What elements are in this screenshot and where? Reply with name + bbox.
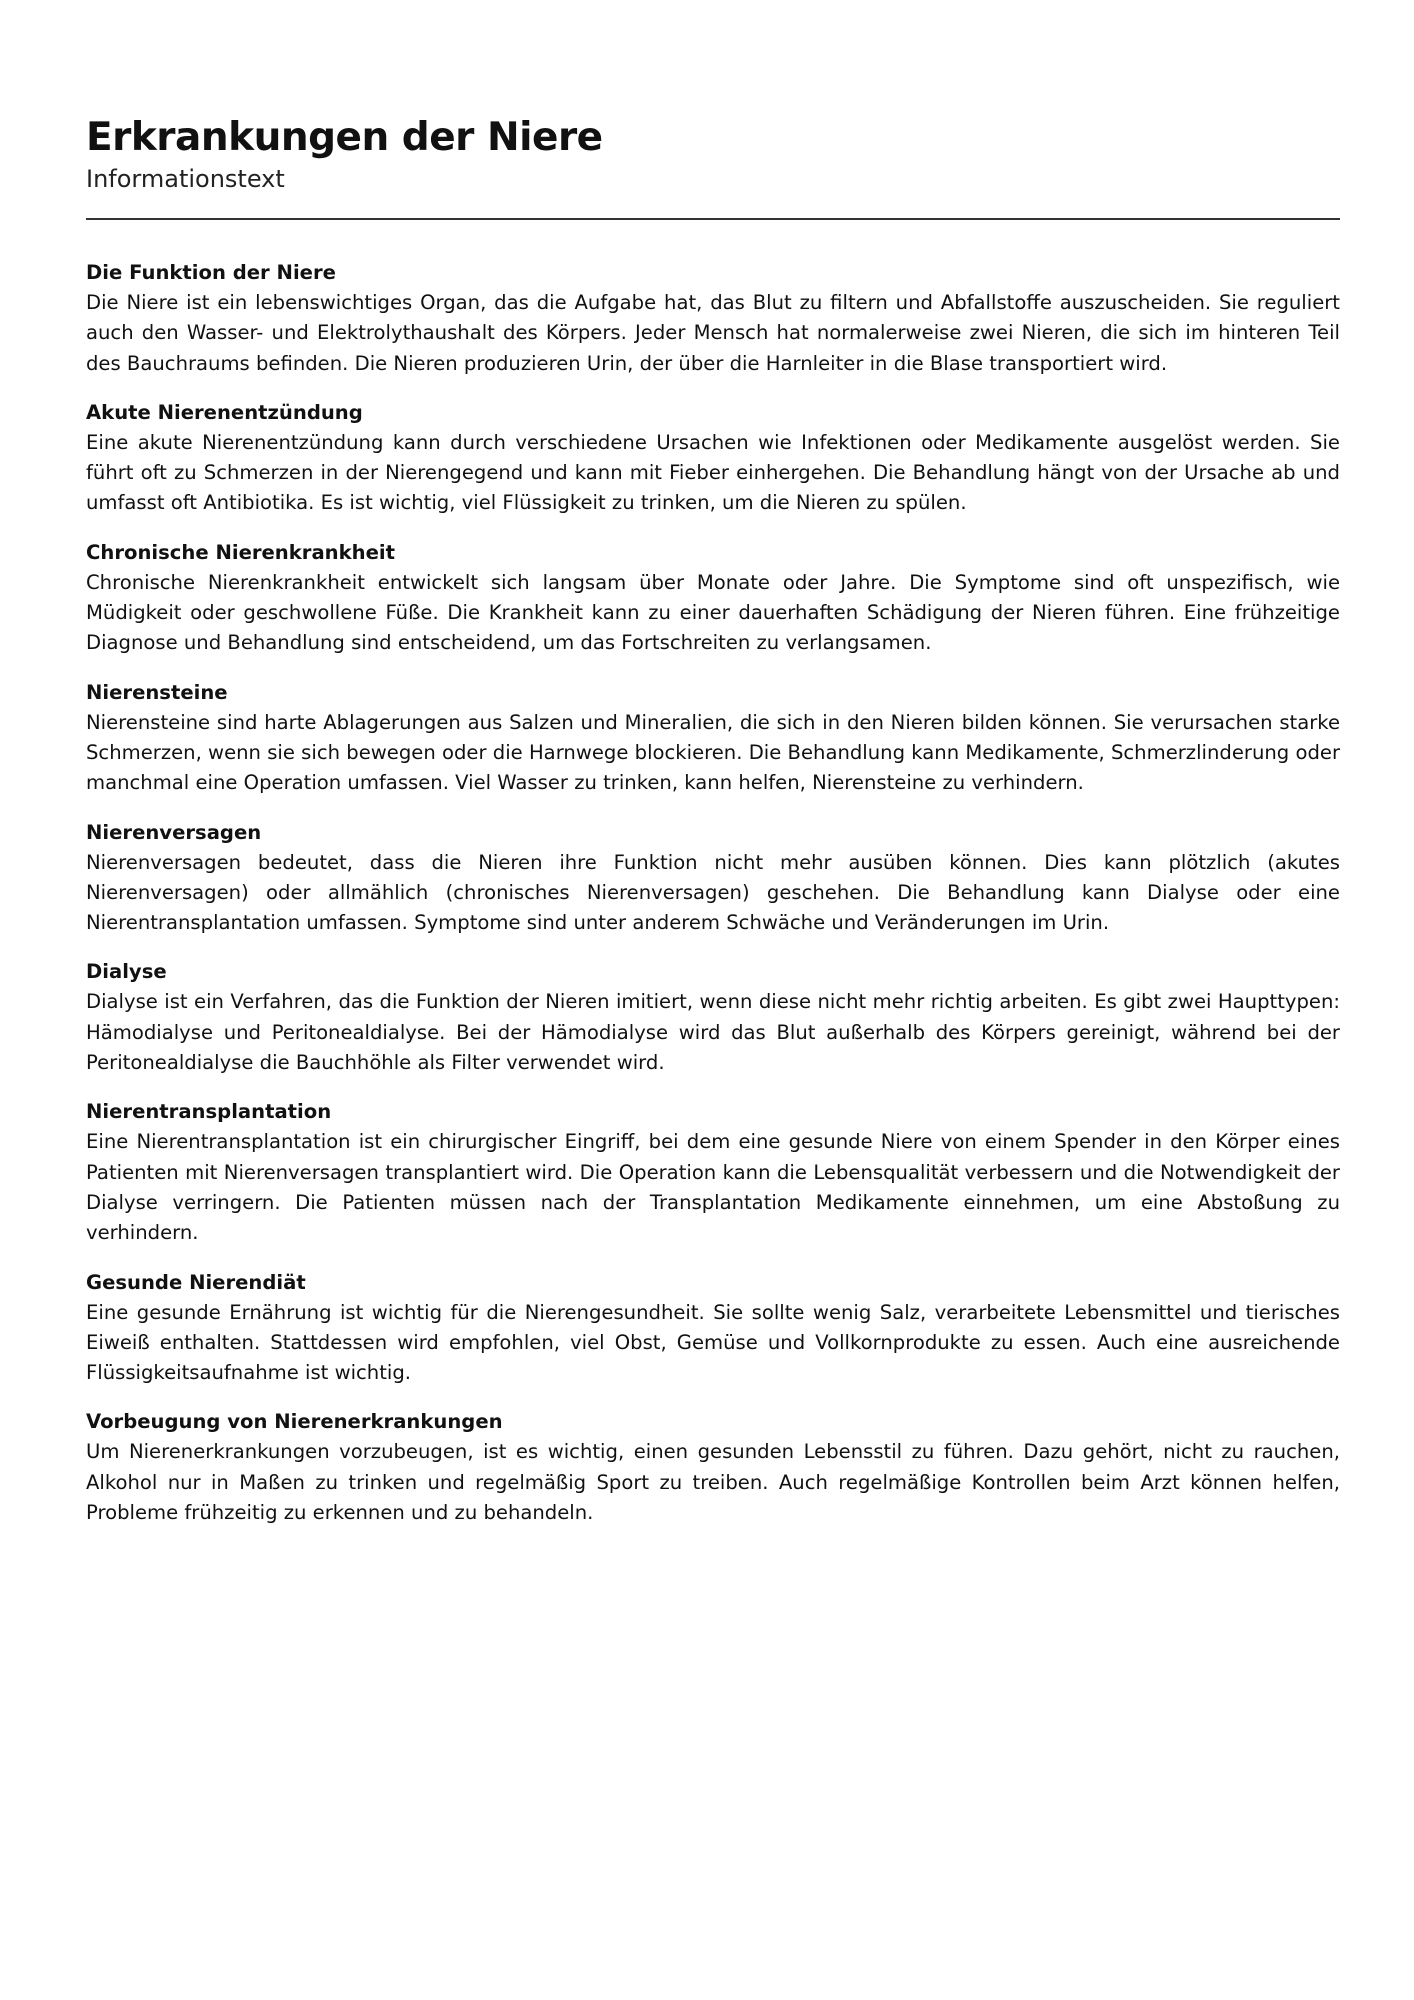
document-subtitle: Informationstext — [86, 165, 285, 193]
section-text: Nierenversagen bedeutet, dass die Nieren ihre Funktion nicht mehr ausüben können. Dies kann plötzlich (akutes Nierenversagen) oder allmählich (chronisches Nierenversagen) geschehen. Die Behandlung kann Dialyse oder eine Nierentransplantation umfassen. Symptome sind unter anderem Schwäche und Veränderungen im Urin. — [86, 850, 1340, 935]
section-text: Eine gesunde Ernährung ist wichtig für die Nierengesundheit. Sie sollte wenig Salz, verarbeitete Lebensmittel und tierisches Eiweiß enthalten. Stattdessen wird empfohlen, viel Obst, Gemüse und Vollkornprodukte zu essen. Auch eine ausreichende Flüssigkeitsaufnahme ist wichtig. — [86, 1300, 1340, 1385]
section-text: Eine akute Nierenentzündung kann durch verschiedene Ursachen wie Infektionen oder Medikamente ausgelöst werden. Sie führt oft zu Schmerzen in der Nierengegend und kann mit Fieber einhergehen. Die Behandlung hängt von der Ursache ab und umfasst oft Antibiotika. Es ist wichtig, viel Flüssigkeit zu trinken, um die Nieren zu spülen. — [86, 430, 1340, 515]
section-heading: Dialyse — [86, 960, 167, 984]
section-vorbeugung — [86, 1407, 1340, 1528]
section-text: Nierensteine sind harte Ablagerungen aus Salzen und Mineralien, die sich in den Nieren bilden können. Sie verursachen starke Schmerzen, wenn sie sich bewegen oder die Harnwege blockieren. Die Behandlung kann Medikamente, Schmerzlinderung oder manchmal eine Operation umfassen. Viel Wasser zu trinken, kann helfen, Nierensteine zu verhindern. — [86, 710, 1340, 795]
section-nierenversagen — [86, 818, 1340, 939]
section-text: Um Nierenerkrankungen vorzubeugen, ist es wichtig, einen gesunden Lebensstil zu führen. Dazu gehört, nicht zu rauchen, Alkohol nur in Maßen zu trinken und regelmäßig Sport zu treiben. Auch regelmäßige Kontrollen beim Arzt können helfen, Probleme frühzeitig zu erkennen und zu behandeln. — [86, 1440, 1340, 1525]
section-heading: Akute Nierenentzündung — [86, 400, 363, 424]
section-dialyse — [86, 957, 1340, 1078]
document-title: Erkrankungen der Niere — [86, 115, 603, 160]
section-heading: Chronische Nierenkrankheit — [86, 540, 395, 564]
title-divider — [86, 218, 1340, 220]
document-page — [86, 114, 1340, 1547]
section-nierensteine — [86, 678, 1340, 799]
section-heading: Nierensteine — [86, 680, 228, 704]
section-text: Die Niere ist ein lebenswichtiges Organ, das die Aufgabe hat, das Blut zu filtern und Abfallstoffe auszuscheiden. Sie reguliert auch den Wasser- und Elektrolythaushalt des Körpers. Jeder Mensch hat normalerweise zwei Nieren, die sich im hinteren Teil des Bauchraums befinden. Die Nieren produzieren Urin, der über die Harnleiter in die Blase transportiert wird. — [86, 291, 1340, 375]
section-text: Eine Nierentransplantation ist ein chirurgischer Eingriff, bei dem eine gesunde Niere von einem Spender in den Körper eines Patienten mit Nierenversagen transplantiert wird. Die Operation kann die Lebensqualität verbessern und die Notwendigkeit der Dialyse verringern. Die Patienten müssen nach der Transplantation Medikamente einnehmen, um eine Abstoßung zu verhindern. — [86, 1130, 1340, 1245]
section-heading: Nierenversagen — [86, 820, 262, 844]
section-nierentransplantation — [86, 1097, 1340, 1248]
section-text: Chronische Nierenkrankheit entwickelt sich langsam über Monate oder Jahre. Die Symptome sind oft unspezifisch, wie Müdigkeit oder geschwollene Füße. Die Krankheit kann zu einer dauerhaften Schädigung der Nieren führen. Eine frühzeitige Diagnose und Behandlung sind entscheidend, um das Fortschreiten zu verlangsamen. — [86, 570, 1340, 655]
section-akute-nierenentzuendung — [86, 398, 1340, 519]
section-text: Dialyse ist ein Verfahren, das die Funktion der Nieren imitiert, wenn diese nicht mehr richtig arbeiten. Es gibt zwei Haupttypen: Hämodialyse und Peritonealdialyse. Bei der Hämodialyse wird das Blut außerhalb des Körpers gereinigt, während bei der Peritonealdialyse die Bauchhöhle als Filter verwendet wird. — [86, 990, 1340, 1075]
section-gesunde-nierendiaet — [86, 1268, 1340, 1389]
section-heading: Gesunde Nierendiät — [86, 1270, 306, 1294]
section-heading: Die Funktion der Niere — [86, 261, 336, 284]
section-chronische-nierenkrankheit — [86, 538, 1340, 659]
section-heading: Nierentransplantation — [86, 1100, 332, 1124]
section-funktion — [86, 258, 1340, 379]
section-heading: Vorbeugung von Nierenerkrankungen — [86, 1410, 503, 1434]
